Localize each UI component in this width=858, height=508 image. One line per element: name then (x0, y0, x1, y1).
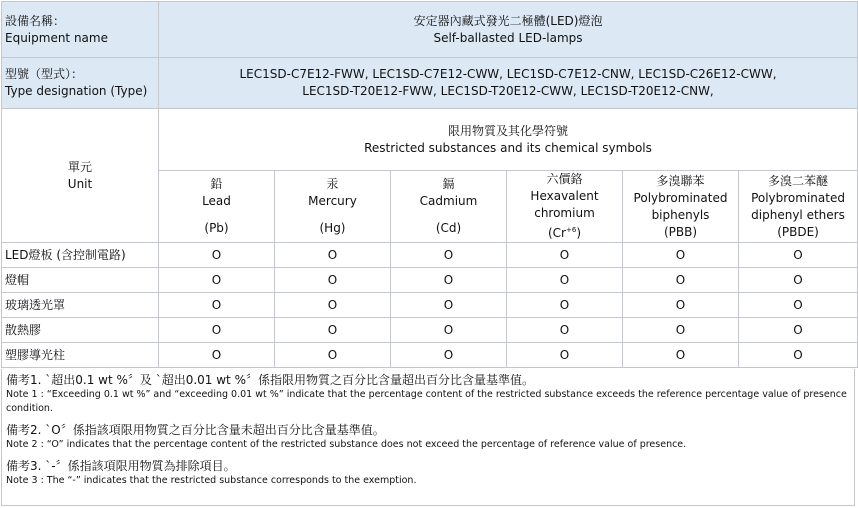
restricted-header (159, 109, 858, 171)
symbol-end: ) (576, 226, 581, 240)
compliance-mark: O (275, 243, 391, 268)
substance-symbol (626, 224, 735, 241)
note-zh: 備考1. `超出0.1 wt %〞及 `超出0.01 wt %〞係指限用物質之百分比含量超出百分比含量基準值。 (6, 373, 534, 387)
compliance-mark: O (507, 293, 623, 318)
compliance-mark: O (391, 318, 507, 343)
compliance-mark: O (391, 343, 507, 368)
equipment-label (2, 2, 159, 58)
compliance-mark: O (275, 343, 391, 368)
substance-header (507, 171, 623, 243)
unit-name: 玻璃透光罩 (2, 293, 159, 318)
note (6, 372, 850, 416)
substance-symbol (510, 222, 619, 242)
substance-header (739, 171, 858, 243)
compliance-mark: O (391, 268, 507, 293)
substance-symbol (394, 220, 503, 237)
compliance-mark: O (159, 268, 275, 293)
note-en: Note 3 : The “-” indicates that the restricted substance corresponds to the exemption. (6, 475, 417, 486)
compliance-mark: O (623, 343, 739, 368)
table-row (2, 318, 858, 343)
table-row (2, 268, 858, 293)
note (6, 458, 850, 488)
unit-name: 塑膠導光柱 (2, 343, 159, 368)
restricted-header-en: Restricted substances and its chemical symbols (364, 140, 652, 155)
compliance-mark: O (159, 343, 275, 368)
substance-name-en: Hexavalent (530, 189, 599, 203)
equipment-row (2, 2, 858, 58)
substance-name-zh: 多溴聯苯 (656, 173, 705, 188)
type-value (159, 58, 858, 109)
substance-name-en-2: biphenyls (651, 207, 710, 222)
type-line-1: LEC1SD-C7E12-FWW, LEC1SD-C7E12-CWW, LEC1SD-C7E12-CNW, LEC1SD-C26E12-CWW, (239, 67, 777, 81)
compliance-mark: O (739, 343, 858, 368)
compliance-mark: O (507, 318, 623, 343)
substance-symbol (162, 220, 271, 237)
unit-header-zh: 單元 (67, 159, 92, 174)
equipment-label-en: Equipment name (5, 30, 108, 45)
table-row (2, 243, 858, 268)
substance-symbol (278, 220, 387, 237)
compliance-mark: O (507, 268, 623, 293)
unit-name: 燈帽 (2, 268, 159, 293)
symbol-superscript: +6 (565, 226, 577, 234)
unit-name: LED燈板 (含控制電路) (2, 243, 159, 268)
compliance-mark: O (275, 318, 391, 343)
note-zh: 備考2. `O〞係指該項限用物質之百分比含量未超出百分比含量基準值。 (6, 423, 385, 437)
compliance-mark: O (159, 318, 275, 343)
equipment-label-zh: 設備名稱： (5, 13, 66, 28)
compliance-mark: O (275, 293, 391, 318)
compliance-mark: O (623, 318, 739, 343)
symbol-text: (Pb) (204, 221, 229, 235)
compliance-mark: O (739, 318, 858, 343)
substance-header (391, 171, 507, 243)
substance-name-zh: 鉛 (210, 177, 223, 191)
compliance-mark: O (507, 343, 623, 368)
compliance-mark: O (739, 293, 858, 318)
substance-symbol (742, 224, 854, 241)
type-row (2, 58, 858, 109)
substance-name-en: Lead (202, 194, 231, 208)
compliance-mark: O (391, 243, 507, 268)
unit-header (2, 109, 159, 243)
compliance-mark: O (623, 243, 739, 268)
type-line-2: LEC1SD-T20E12-FWW, LEC1SD-T20E12-CWW, LEC1SD-T20E12-CNW, (302, 84, 714, 98)
unit-header-en: Unit (67, 176, 93, 191)
note-en: Note 2 : “O” indicates that the percentage content of the restricted substance does not exceed the percentage of reference value of presence. (6, 439, 687, 450)
substance-name-en: Cadmium (419, 194, 478, 208)
substance-name-zh: 六價鉻 (546, 172, 583, 186)
note-en: Note 1 : “Exceeding 0.1 wt %” and “exceeding 0.01 wt %” indicate that the percentage content of the restricted substance exceeds the reference percentage value of presence condition. (6, 389, 847, 414)
unit-name: 散熱膠 (2, 318, 159, 343)
restricted-substances-table (1, 1, 858, 368)
symbol-text: (Hg) (319, 221, 346, 235)
type-label (2, 58, 159, 109)
type-label-en: Type designation (Type) (5, 84, 148, 98)
substance-name-en-2: diphenyl ethers (751, 207, 845, 222)
compliance-mark: O (507, 243, 623, 268)
equipment-value-en: Self-ballasted LED-lamps (433, 30, 583, 45)
type-label-zh: 型號（型式）： (5, 67, 84, 81)
notes-section (1, 369, 855, 506)
table-row (2, 293, 858, 318)
substance-name-zh: 鎘 (442, 177, 455, 191)
compliance-mark: O (623, 293, 739, 318)
compliance-mark: O (739, 268, 858, 293)
compliance-mark: O (391, 293, 507, 318)
equipment-value (159, 2, 858, 58)
note-zh: 備考3. `-〞係指該項限用物質為排除項目。 (6, 459, 236, 473)
substance-name-en: Polybrominated (751, 190, 845, 205)
substance-name-en: Polybrominated (633, 190, 728, 205)
substance-name-zh: 多溴二苯醚 (768, 173, 829, 188)
table-row (2, 343, 858, 368)
symbol-text: (PBB) (663, 224, 698, 239)
symbol-text: (Cr (547, 226, 566, 240)
restricted-header-zh: 限用物質及其化學符號 (448, 123, 569, 138)
note (6, 422, 850, 452)
compliance-mark: O (739, 243, 858, 268)
compliance-mark: O (623, 268, 739, 293)
substance-header (623, 171, 739, 243)
substance-header (159, 171, 275, 243)
substance-name-zh: 汞 (326, 177, 339, 191)
equipment-value-zh: 安定器內藏式發光二極體(LED)燈泡 (413, 13, 603, 28)
substance-name-en: Mercury (308, 194, 357, 208)
substance-name-en-2: chromium (534, 206, 595, 220)
substance-header (275, 171, 391, 243)
compliance-mark: O (159, 293, 275, 318)
compliance-mark: O (159, 243, 275, 268)
compliance-mark: O (275, 268, 391, 293)
symbol-text: (PBDE) (777, 224, 819, 239)
symbol-text: (Cd) (435, 221, 462, 235)
